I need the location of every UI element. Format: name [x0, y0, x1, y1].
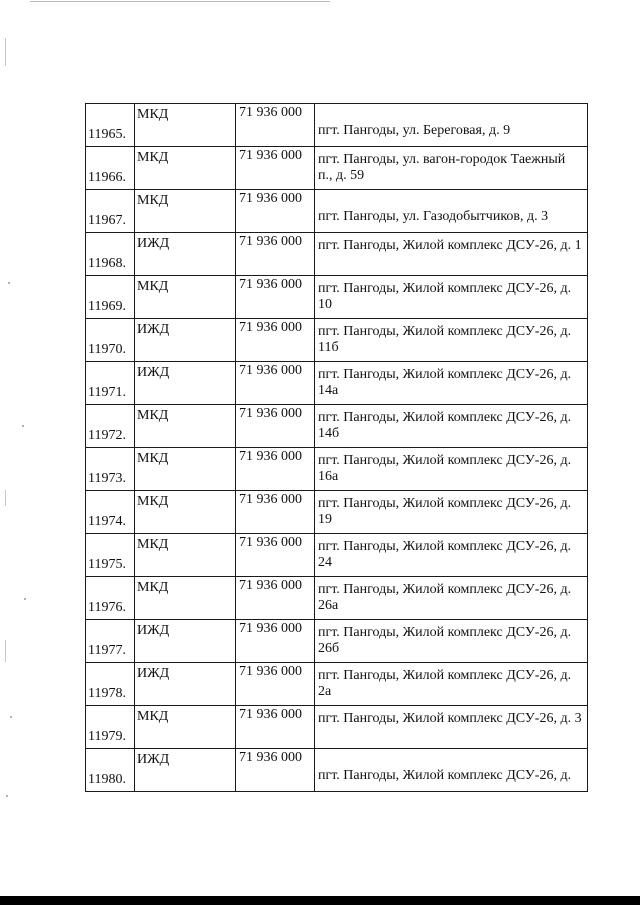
address-cell [315, 319, 588, 362]
address-cell [315, 620, 588, 663]
row-number-cell [86, 706, 135, 749]
table-row [86, 577, 588, 620]
building-type: МКД [137, 193, 169, 208]
address-cell [315, 147, 588, 190]
oktmo-code-cell [236, 190, 315, 233]
oktmo-code-cell [236, 491, 315, 534]
row-number: 11966. [88, 170, 126, 185]
building-type-cell [135, 362, 236, 405]
address-cell [315, 491, 588, 534]
row-number-cell [86, 577, 135, 620]
table-row [86, 276, 588, 319]
address: пгт. Пангоды, Жилой комплекс ДСУ-26, д. 19 [318, 496, 572, 527]
registry-table-body [86, 104, 588, 792]
row-number: 11967. [88, 213, 126, 228]
building-type: МКД [137, 408, 169, 423]
building-type: ИЖД [137, 623, 170, 638]
building-type-cell [135, 104, 236, 147]
address-cell [315, 448, 588, 491]
row-number: 11968. [88, 256, 126, 271]
row-number-cell [86, 362, 135, 405]
table-row [86, 534, 588, 577]
building-type: ИЖД [137, 666, 170, 681]
building-type: МКД [137, 580, 169, 595]
row-number: 11980. [88, 772, 126, 787]
oktmo-code-cell [236, 104, 315, 147]
row-number: 11979. [88, 729, 126, 744]
table-row [86, 104, 588, 147]
oktmo-code-cell [236, 577, 315, 620]
row-number: 11974. [88, 514, 126, 529]
oktmo-code-cell [236, 362, 315, 405]
oktmo-code: 71 936 000 [239, 234, 302, 249]
address: пгт. Пангоды, Жилой комплекс ДСУ-26, д. 26а [318, 582, 572, 613]
oktmo-code: 71 936 000 [239, 750, 302, 765]
row-number-cell [86, 749, 135, 792]
building-type: МКД [137, 279, 169, 294]
building-type-cell [135, 190, 236, 233]
scan-margin-mark [5, 640, 6, 662]
address: пгт. Пангоды, Жилой комплекс ДСУ-26, д. 2а [318, 668, 572, 699]
oktmo-code-cell [236, 319, 315, 362]
building-type: МКД [137, 107, 169, 122]
table-row [86, 362, 588, 405]
address-cell [315, 577, 588, 620]
address-cell [315, 749, 588, 792]
oktmo-code-cell [236, 663, 315, 706]
oktmo-code: 71 936 000 [239, 664, 302, 679]
row-number-cell [86, 190, 135, 233]
oktmo-code-cell [236, 706, 315, 749]
oktmo-code-cell [236, 620, 315, 663]
scan-speck [6, 795, 8, 797]
scan-bottom-bar [0, 896, 640, 905]
building-type-cell [135, 233, 236, 276]
table-row [86, 233, 588, 276]
row-number: 11972. [88, 428, 126, 443]
oktmo-code: 71 936 000 [239, 707, 302, 722]
scan-speck [10, 716, 12, 718]
building-type: МКД [137, 537, 169, 552]
address: пгт. Пангоды, Жилой комплекс ДСУ-26, д. 26б [318, 625, 572, 656]
address: пгт. Пангоды, ул. вагон-городок Таежный п., д. 59 [318, 152, 566, 183]
row-number: 11965. [88, 127, 126, 142]
address-cell [315, 104, 588, 147]
row-number: 11975. [88, 557, 126, 572]
building-type: МКД [137, 150, 169, 165]
oktmo-code: 71 936 000 [239, 277, 302, 292]
address: пгт. Пангоды, Жилой комплекс ДСУ-26, д. 1 [318, 238, 582, 253]
oktmo-code: 71 936 000 [239, 148, 302, 163]
address-cell [315, 706, 588, 749]
building-type-cell [135, 276, 236, 319]
oktmo-code: 71 936 000 [239, 406, 302, 421]
building-type-cell [135, 749, 236, 792]
row-number-cell [86, 104, 135, 147]
scan-top-rule [30, 1, 330, 2]
oktmo-code: 71 936 000 [239, 535, 302, 550]
building-type: ИЖД [137, 236, 170, 251]
oktmo-code: 71 936 000 [239, 621, 302, 636]
oktmo-code: 71 936 000 [239, 578, 302, 593]
row-number: 11971. [88, 385, 126, 400]
oktmo-code: 71 936 000 [239, 105, 302, 120]
oktmo-code-cell [236, 276, 315, 319]
row-number: 11977. [88, 643, 126, 658]
building-type: МКД [137, 451, 169, 466]
oktmo-code-cell [236, 749, 315, 792]
table-row [86, 491, 588, 534]
scan-margin-mark [5, 490, 6, 506]
building-type: ИЖД [137, 322, 170, 337]
address: пгт. Пангоды, Жилой комплекс ДСУ-26, д. 11б [318, 324, 572, 355]
table-row [86, 448, 588, 491]
row-number-cell [86, 276, 135, 319]
building-type-cell [135, 319, 236, 362]
row-number: 11978. [88, 686, 126, 701]
row-number-cell [86, 663, 135, 706]
table-row [86, 620, 588, 663]
scan-speck [22, 425, 24, 427]
building-type: ИЖД [137, 365, 170, 380]
building-type-cell [135, 491, 236, 534]
address-cell [315, 276, 588, 319]
row-number-cell [86, 147, 135, 190]
row-number: 11973. [88, 471, 126, 486]
address: пгт. Пангоды, Жилой комплекс ДСУ-26, д. 16а [318, 453, 572, 484]
oktmo-code: 71 936 000 [239, 363, 302, 378]
oktmo-code-cell [236, 233, 315, 276]
oktmo-code: 71 936 000 [239, 492, 302, 507]
scan-speck [24, 598, 26, 600]
address: пгт. Пангоды, Жилой комплекс ДСУ-26, д. 24 [318, 539, 572, 570]
row-number-cell [86, 233, 135, 276]
building-type: МКД [137, 494, 169, 509]
oktmo-code-cell [236, 448, 315, 491]
row-number: 11970. [88, 342, 126, 357]
table-row [86, 706, 588, 749]
building-type-cell [135, 663, 236, 706]
building-type: МКД [137, 709, 169, 724]
table-row [86, 319, 588, 362]
scan-margin-mark [5, 38, 6, 66]
row-number: 11976. [88, 600, 126, 615]
address-cell [315, 534, 588, 577]
address: пгт. Пангоды, Жилой комплекс ДСУ-26, д. 14б [318, 410, 572, 441]
address: пгт. Пангоды, Жилой комплекс ДСУ-26, д. [318, 768, 572, 783]
building-type-cell [135, 620, 236, 663]
address-cell [315, 233, 588, 276]
address: пгт. Пангоды, Жилой комплекс ДСУ-26, д. 3 [318, 711, 582, 726]
oktmo-code-cell [236, 534, 315, 577]
row-number-cell [86, 534, 135, 577]
row-number: 11969. [88, 299, 126, 314]
address: пгт. Пангоды, ул. Береговая, д. 9 [318, 123, 511, 138]
table-row [86, 405, 588, 448]
address-cell [315, 362, 588, 405]
oktmo-code: 71 936 000 [239, 191, 302, 206]
address: пгт. Пангоды, ул. Газодобытчиков, д. 3 [318, 209, 549, 224]
housing-registry-table [85, 103, 588, 792]
address: пгт. Пангоды, Жилой комплекс ДСУ-26, д. 14а [318, 367, 572, 398]
row-number-cell [86, 448, 135, 491]
row-number-cell [86, 405, 135, 448]
row-number-cell [86, 319, 135, 362]
address-cell [315, 663, 588, 706]
address-cell [315, 190, 588, 233]
table-row [86, 147, 588, 190]
row-number-cell [86, 491, 135, 534]
table-row [86, 663, 588, 706]
table-row [86, 190, 588, 233]
oktmo-code: 71 936 000 [239, 449, 302, 464]
oktmo-code-cell [236, 405, 315, 448]
building-type-cell [135, 577, 236, 620]
building-type-cell [135, 534, 236, 577]
building-type-cell [135, 405, 236, 448]
building-type-cell [135, 147, 236, 190]
building-type: ИЖД [137, 752, 170, 767]
oktmo-code-cell [236, 147, 315, 190]
address-cell [315, 405, 588, 448]
row-number-cell [86, 620, 135, 663]
scan-speck [8, 282, 10, 284]
table-row [86, 749, 588, 792]
oktmo-code: 71 936 000 [239, 320, 302, 335]
building-type-cell [135, 448, 236, 491]
address: пгт. Пангоды, Жилой комплекс ДСУ-26, д. 10 [318, 281, 572, 312]
building-type-cell [135, 706, 236, 749]
